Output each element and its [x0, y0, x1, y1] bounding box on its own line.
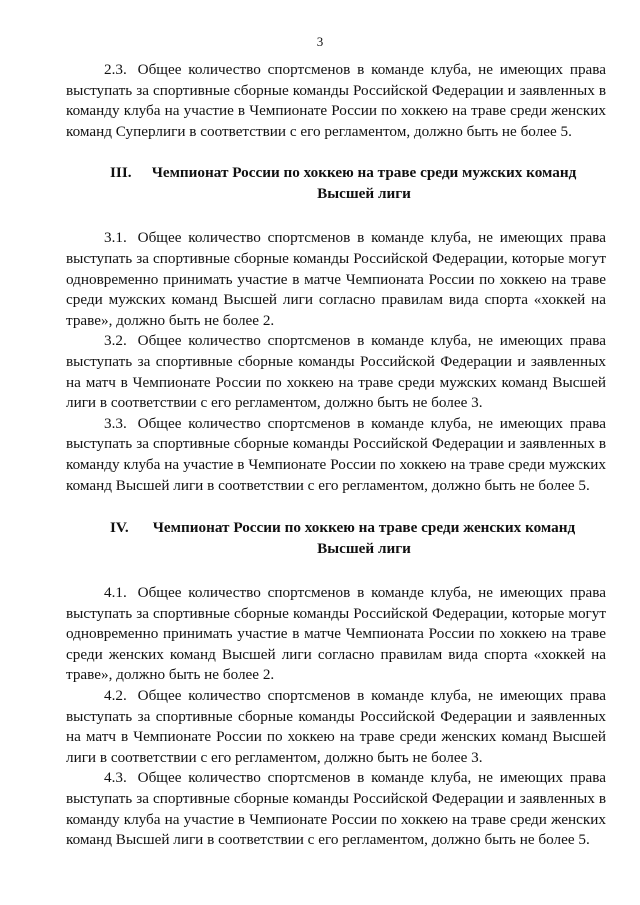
paragraph-text: Общее количество спортсменов в команде клуба, не имеющих права выступать за спортивные сборные команды Российской Федерации, которые могут одновременно принимать участие в матче Чемпионата России по хоккею на траве среди мужских команд Высшей лиги согласно правилам вида спорта «хоккей на траве», должно быть не более 2.: [66, 229, 607, 329]
paragraph-text: Общее количество спортсменов в команде клуба, не имеющих права выступать за спортивные сборные команды Российской Федерации и заявленных в команду клуба на участие в Чемпионате России по хоккею на траве среди женских команд Высшей лиги в соответствии с его регламентом, должно быть не более 5.: [66, 769, 607, 849]
paragraph-4-3: [66, 768, 606, 850]
paragraph-number: 4.3.: [104, 769, 127, 787]
section-title: Чемпионат России по хоккею на траве среди женских команд Высшей лиги: [152, 519, 576, 558]
paragraph-text: Общее количество спортсменов в команде клуба, не имеющих права выступать за спортивные сборные команды Российской Федерации и заявленных на матч в Чемпионате России по хоккею на траве среди женских команд Высшей лиги в соответствии с его регламентом, должно быть не более 3.: [66, 687, 607, 766]
paragraph-3-2: [66, 331, 606, 413]
paragraph-number: 3.1.: [104, 229, 127, 247]
section-roman-numeral: IV.: [110, 519, 129, 537]
paragraph-number: 3.2.: [104, 332, 127, 350]
paragraph-text: Общее количество спортсменов в команде клуба, не имеющих права выступать за спортивные сборные команды Российской Федерации и заявленных на матч в Чемпионате России по хоккею на траве среди мужских команд Высшей лиги в соответствии с его регламентом, должно быть не более 3.: [66, 332, 607, 412]
paragraph-2-3: [66, 60, 606, 142]
page-number: 3: [316, 34, 324, 49]
paragraph-text: Общее количество спортсменов в команде клуба, не имеющих права выступать за спортивные сборные команды Российской Федерации и заявленных в команду клуба на участие в Чемпионате России по хоккею на траве среди женских команд Суперлиги в соответствии с его регламентом, должно быть не более 5.: [66, 61, 607, 140]
paragraph-4-2: [66, 686, 606, 768]
paragraph-4-1: [66, 583, 606, 686]
paragraph-number: 4.2.: [104, 687, 127, 705]
paragraph-number: 2.3.: [104, 61, 127, 78]
section-roman-numeral: III.: [110, 164, 132, 182]
paragraph-number: 3.3.: [104, 414, 127, 432]
paragraph-text: Общее количество спортсменов в команде клуба, не имеющих права выступать за спортивные сборные команды Российской Федерации, которые могут одновременно принимать участие в матче Чемпионата России по хоккею на траве среди женских команд Высшей лиги согласно правилам вида спорта «хоккей на траве», должно быть не более 2.: [66, 584, 607, 684]
paragraph-text: Общее количество спортсменов в команде клуба, не имеющих права выступать за спортивные сборные команды Российской Федерации и заявленных в команду клуба на участие в Чемпионате России по хоккею на траве среди мужских команд Высшей лиги в соответствии с его регламентом, должно быть не более 5.: [66, 414, 607, 494]
section-title: Чемпионат России по хоккею на траве среди мужских команд Высшей лиги: [151, 164, 577, 203]
paragraph-3-3: [66, 414, 606, 496]
paragraph-3-1: [66, 228, 606, 331]
section-heading-iii: [66, 162, 606, 204]
section-heading-iv: [66, 517, 606, 559]
document-body: [66, 60, 606, 851]
paragraph-number: 4.1.: [104, 584, 127, 602]
